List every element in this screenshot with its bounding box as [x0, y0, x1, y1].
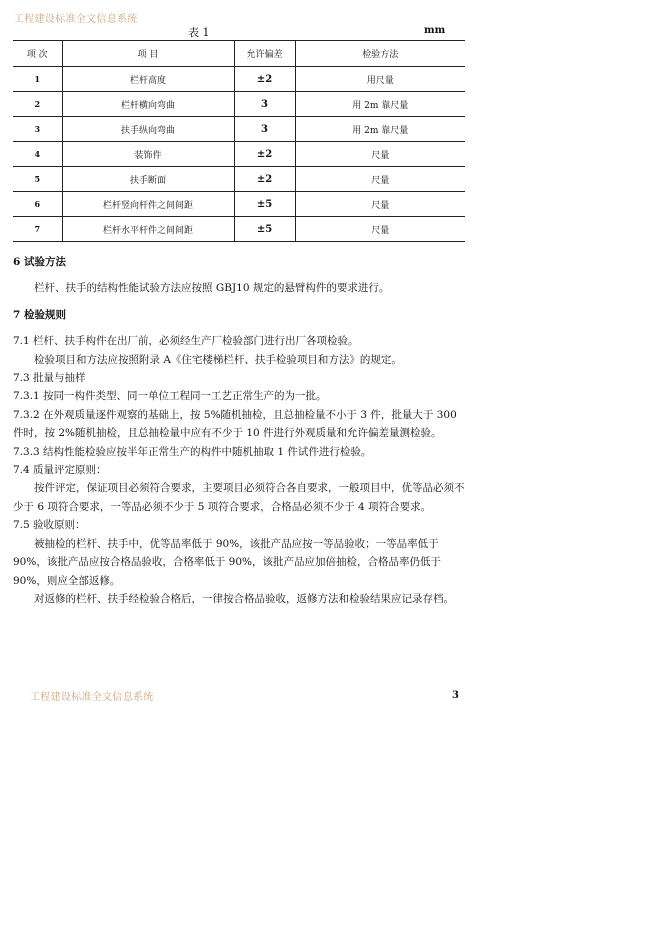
table-unit: mm — [424, 25, 446, 36]
cell-item-no: 1 — [13, 67, 62, 92]
clause-7-5-body-1: 被抽检的栏杆、扶手中，优等品率低于 90%，该批产品应按一等品验收；一等品率低于 90%，该批产品应按合格品验收，合格率低于 90%，该批产品应加倍抽检，合格品率仍低于 90%，则应全部返修。 — [13, 537, 442, 587]
tolerance-table — [13, 40, 465, 242]
watermark-top: 工程建设标准全文信息系统 — [14, 14, 138, 25]
cell-tolerance: ±2 — [234, 167, 295, 192]
header-item-no: 项 次 — [13, 41, 62, 67]
cell-item-no: 7 — [13, 217, 62, 242]
cell-item: 装饰件 — [62, 142, 234, 167]
clause-7-5-body-2: 对返修的栏杆、扶手经检验合格后，一律按合格品验收，返修方法和检验结果应记录存档。 — [34, 592, 454, 605]
clause-7-3-3: 7.3.3 结构性能检验应按半年正常生产的构件中随机抽取 1 件试件进行检验。 — [13, 445, 372, 458]
clause-7-1-detail: 检验项目和方法应按照附录 A《住宅楼梯栏杆、扶手检验项目和方法》的规定。 — [34, 353, 402, 366]
clause-7-4: 7.4 质量评定原则： — [13, 464, 107, 477]
watermark-bottom: 工程建设标准全文信息系统 — [30, 692, 154, 703]
cell-tolerance: ±2 — [234, 67, 295, 92]
table-row — [13, 117, 465, 142]
cell-method: 用尺量 — [295, 67, 465, 92]
table-row — [13, 167, 465, 192]
section-6-body: 栏杆、扶手的结构性能试验方法应按照 GBJ10 规定的悬臂构件的要求进行。 — [34, 282, 390, 295]
cell-item-no: 6 — [13, 192, 62, 217]
cell-method: 尺量 — [295, 142, 465, 167]
header-item: 项 目 — [62, 41, 234, 67]
cell-method: 尺量 — [295, 167, 465, 192]
cell-item: 栏杆水平杆件之间间距 — [62, 217, 234, 242]
table-row — [13, 67, 465, 92]
cell-item-no: 5 — [13, 167, 62, 192]
cell-method: 尺量 — [295, 217, 465, 242]
table-row — [13, 92, 465, 117]
table-caption: 表 1 — [188, 26, 210, 39]
cell-item-no: 2 — [13, 92, 62, 117]
clause-7-3: 7.3 批量与抽样 — [13, 372, 86, 385]
cell-tolerance: ±5 — [234, 217, 295, 242]
clause-7-3-1: 7.3.1 按同一构件类型、同一单位工程同一工艺正常生产的为一批。 — [13, 390, 327, 403]
cell-item: 栏杆横向弯曲 — [62, 92, 234, 117]
header-tolerance: 允许偏差 — [234, 41, 295, 67]
section-6-title: 6 试验方法 — [13, 256, 66, 268]
cell-tolerance: 3 — [234, 117, 295, 142]
clause-7-4-body: 按件评定，保证项目必须符合要求，主要项目必须符合各自要求，一般项目中，优等品必须不少于 6 项符合要求，一等品必须不少于 5 项符合要求，合格品必须不少于 4 项符合要求。 — [13, 482, 465, 513]
table-header-row — [13, 41, 465, 67]
clause-7-5: 7.5 验收原则： — [13, 519, 86, 532]
section-7-title: 7 检验规则 — [13, 308, 66, 321]
cell-method: 尺量 — [295, 192, 465, 217]
table-row — [13, 142, 465, 167]
cell-tolerance: ±2 — [234, 142, 295, 167]
header-method: 检验方法 — [295, 41, 465, 67]
cell-method: 用 2m 靠尺量 — [295, 92, 465, 117]
page-number: 3 — [452, 690, 459, 701]
table-row — [13, 192, 465, 217]
table-row — [13, 217, 465, 242]
cell-item: 扶手纵向弯曲 — [62, 117, 234, 142]
cell-item: 栏杆竖向杆件之间间距 — [62, 192, 234, 217]
cell-method: 用 2m 靠尺量 — [295, 117, 465, 142]
cell-tolerance: ±5 — [234, 192, 295, 217]
clause-7-1: 7.1 栏杆、扶手构件在出厂前，必须经生产厂检验部门进行出厂各项检验。 — [13, 335, 359, 348]
body-text — [13, 253, 469, 608]
cell-item-no: 3 — [13, 117, 62, 142]
cell-item: 扶手断面 — [62, 167, 234, 192]
clause-7-3-2: 7.3.2 在外观质量逐件观察的基础上，按 5%随机抽检，且总抽检量不小于 3 件，批量大于 300 件时，按 2%随机抽检，且总抽检量中应有不少于 10 件进行外观质量和允许偏差量测检验。 — [13, 408, 457, 440]
cell-tolerance: 3 — [234, 92, 295, 117]
cell-item: 栏杆高度 — [62, 67, 234, 92]
cell-item-no: 4 — [13, 142, 62, 167]
